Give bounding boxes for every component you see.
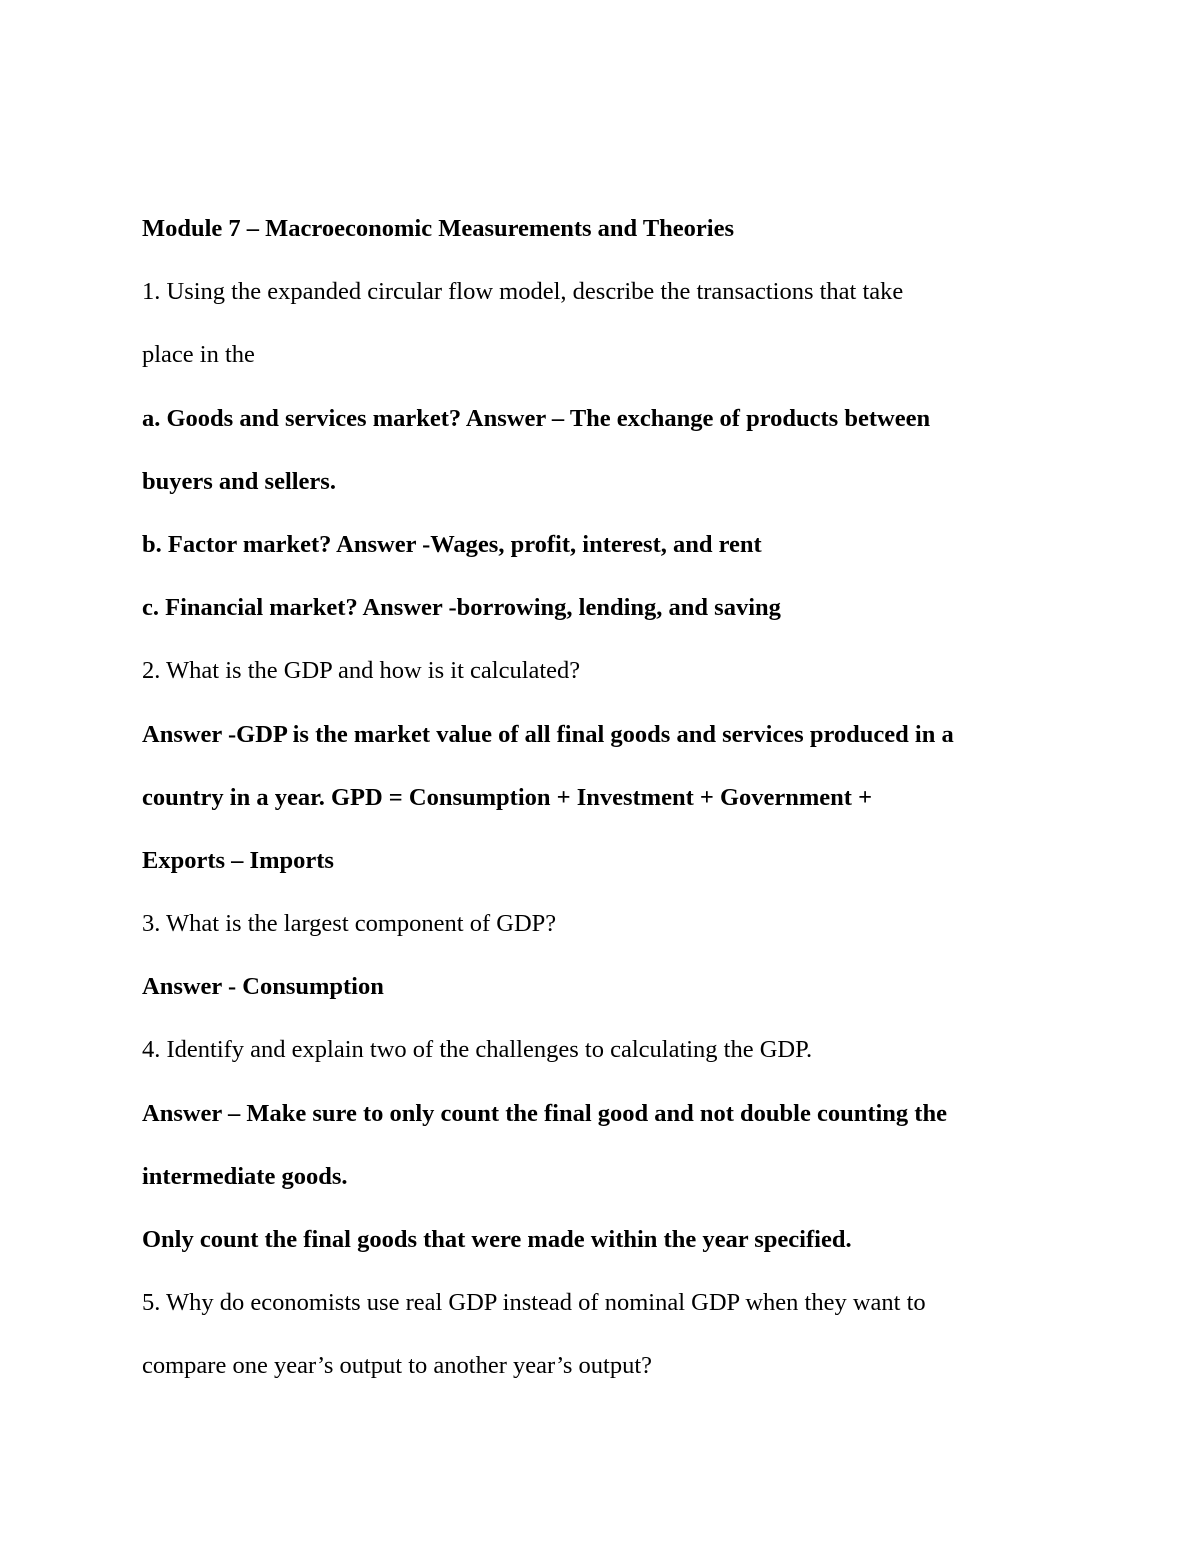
answer-4-line-1: Answer – Make sure to only count the final good and not double counting the <box>142 1099 947 1127</box>
answer-3: Answer - Consumption <box>142 973 384 1001</box>
question-4: 4. Identify and explain two of the challenges to calculating the GDP. <box>142 1036 813 1064</box>
answer-2-line-1: Answer -GDP is the market value of all final goods and services produced in a <box>142 720 954 748</box>
question-2: 2. What is the GDP and how is it calculated? <box>142 657 581 685</box>
question-1-line-1: 1. Using the expanded circular flow model, describe the transactions that take <box>142 278 904 306</box>
answer-2-line-2: country in a year. GPD = Consumption + Investment + Government + <box>142 783 873 811</box>
answer-4-line-3: Only count the final goods that were made within the year specified. <box>142 1226 852 1253</box>
question-5-line-2: compare one year’s output to another year’s output? <box>142 1352 653 1380</box>
question-5-line-1: 5. Why do economists use real GDP instead of nominal GDP when they want to <box>142 1289 926 1317</box>
document-body <box>142 197 1082 1398</box>
answer-2-line-3: Exports – Imports <box>142 846 334 874</box>
document-title: Module 7 – Macroeconomic Measurements and Theories <box>142 215 735 242</box>
answer-1c: c. Financial market? Answer -borrowing, lending, and saving <box>142 594 781 622</box>
answer-1b: b. Factor market? Answer -Wages, profit, interest, and rent <box>142 530 762 558</box>
question-3: 3. What is the largest component of GDP? <box>142 910 557 938</box>
question-1-line-2: place in the <box>142 341 255 369</box>
answer-1a-line-2: buyers and sellers. <box>142 467 336 495</box>
answer-1a-line-1: a. Goods and services market? Answer – The exchange of products between <box>142 404 931 432</box>
answer-4-line-2: intermediate goods. <box>142 1162 348 1190</box>
